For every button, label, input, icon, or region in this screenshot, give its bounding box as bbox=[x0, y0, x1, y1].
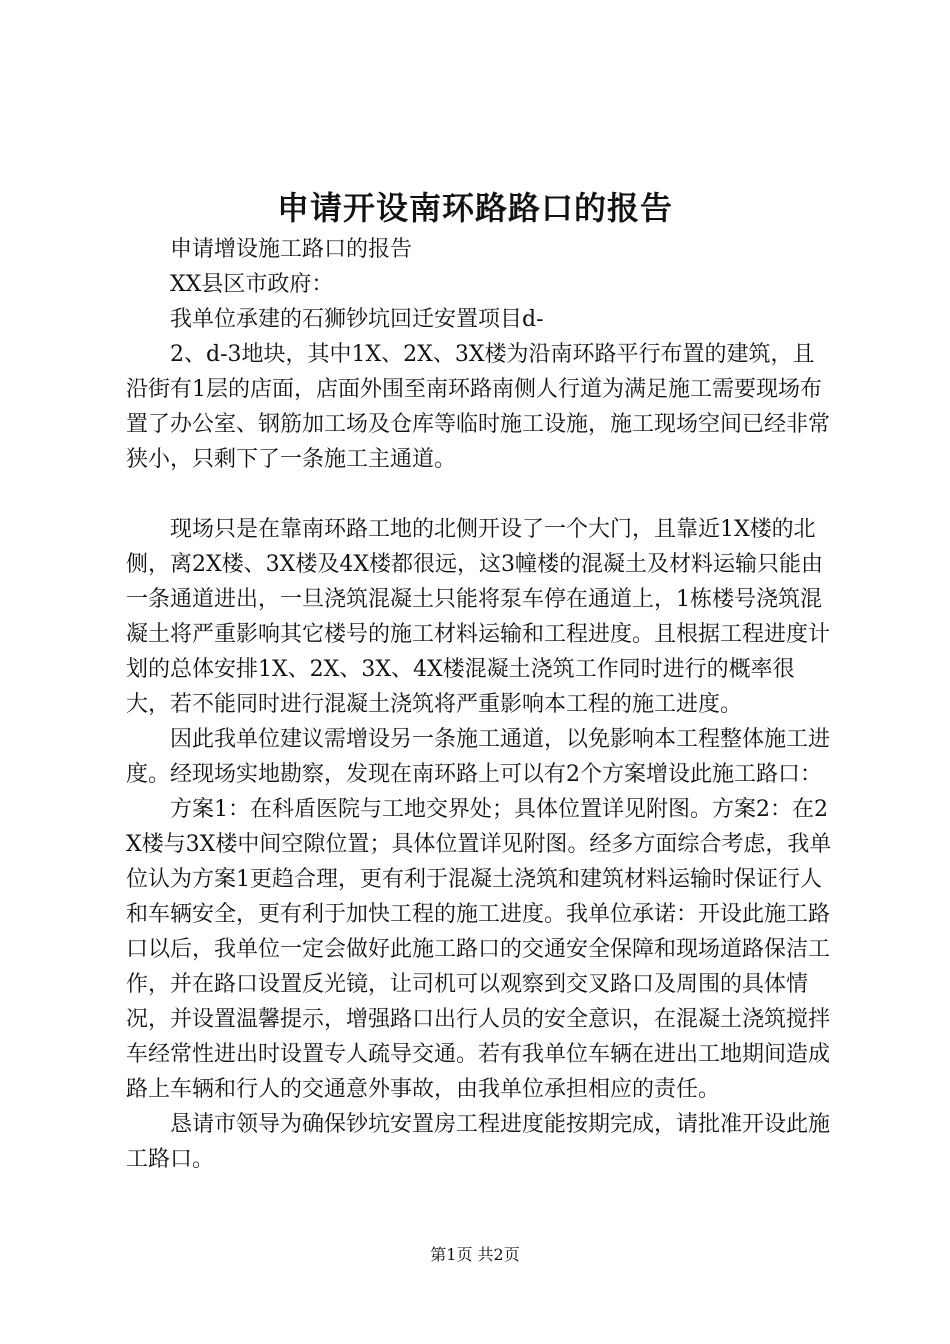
paragraph-subtitle: 申请增设施工路口的报告 bbox=[170, 237, 413, 262]
paragraph-current-access: 现场只是在靠南环路工地的北侧开设了一个大门，且靠近1X楼的北侧，离2X楼、3X楼及4X楼都很远，这3幢楼的混凝土及材料运输只能由一条通道进出，一旦浇筑混凝土只能将泵车停在通道上，1栋楼号浇筑混凝土将严重影响其它楼号的施工材料运输和工程进度。且根据工程进度计划的总体安排1X、2X、3X、4X楼混凝土浇筑工作同时进行的概率很大，若不能同时进行混凝土浇筑将严重影响本工程的施工进度。 bbox=[126, 517, 831, 717]
paragraph-project-intro: 我单位承建的石狮钞坑回迁安置项目d- bbox=[170, 307, 544, 332]
paragraph-options: 方案1：在科盾医院与工地交界处；具体位置详见附图。方案2：在2X楼与3X楼中间空隙位置；具体位置详见附图。经多方面综合考虑，我单位认为方案1更趋合理，更有利于混凝土浇筑和建筑材料运输时保证行人和车辆安全，更有利于加快工程的施工进度。我单位承诺：开设此施工路口以后，我单位一定会做好此施工路口的交通安全保障和现场道路保洁工作，并在路口设置反光镜，让司机可以观察到交叉路口及周围的具体情况，并设置温馨提示，增强路口出行人员的安全意识，在混凝土浇筑搅拌车经常性进出时设置专人疏导交通。若有我单位车辆在进出工地期间造成路上车辆和行人的交通意外事故，由我单位承担相应的责任。 bbox=[126, 797, 832, 1102]
page-number-footer: 第1页 共2页 bbox=[430, 1245, 520, 1264]
document-body bbox=[126, 232, 834, 1177]
paragraph-proposal: 因此我单位建议需增设另一条施工通道，以免影响本工程整体施工进度。经现场实地勘察，发现在南环路上可以有2个方案增设此施工路口： bbox=[126, 727, 831, 787]
paragraph-request: 恳请市领导为确保钞坑安置房工程进度能按期完成，请批准开设此施工路口。 bbox=[126, 1112, 831, 1172]
paragraph-addressee: XX县区市政府： bbox=[170, 272, 334, 297]
document-title: 申请开设南环路路口的报告 bbox=[276, 189, 673, 227]
paragraph-site-layout: 2、d-3地块，其中1X、2X、3X楼为沿南环路平行布置的建筑，且沿街有1层的店面，店面外围至南环路南侧人行道为满足施工需要现场布置了办公室、钢筋加工场及仓库等临时施工设施，施工现场空间已经非常狭小，只剩下了一条施工主通道。 bbox=[126, 342, 831, 472]
